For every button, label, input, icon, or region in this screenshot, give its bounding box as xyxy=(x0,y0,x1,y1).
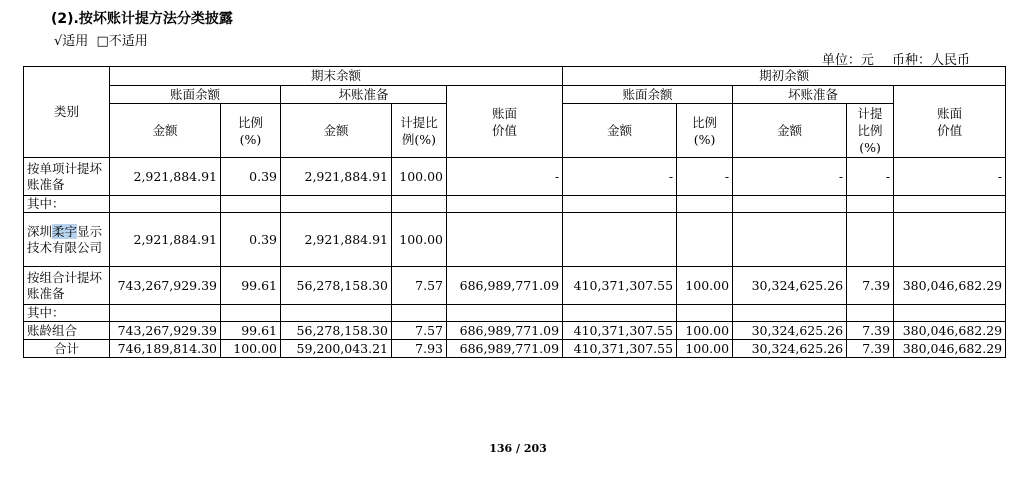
cell: 2,921,884.91 xyxy=(281,158,392,196)
cell xyxy=(447,213,563,267)
cell: 0.39 xyxy=(221,158,281,196)
cell: 743,267,929.39 xyxy=(110,267,221,305)
cell xyxy=(847,305,894,322)
cell xyxy=(221,196,281,213)
cell xyxy=(563,213,677,267)
table-row xyxy=(24,305,1006,322)
header-end-ratio: 比例(%) xyxy=(221,104,281,158)
cell xyxy=(221,305,281,322)
cell xyxy=(894,213,1006,267)
bad-debt-table xyxy=(23,66,1006,358)
header-begin-balance: 期初余额 xyxy=(563,67,1006,86)
header-end-provision-ratio: 计提比例(%) xyxy=(392,104,447,158)
row-label: 合计 xyxy=(24,340,110,358)
cell: 686,989,771.09 xyxy=(447,340,563,358)
header-begin-ratio: 比例(%) xyxy=(677,104,733,158)
table-row xyxy=(24,267,1006,305)
cell: 380,046,682.29 xyxy=(894,322,1006,340)
row-label-post: 显示技术有限公司 xyxy=(27,223,103,255)
cell xyxy=(894,196,1006,213)
cell: - xyxy=(733,158,847,196)
cell: 56,278,158.30 xyxy=(281,267,392,305)
cell: 100.00 xyxy=(677,322,733,340)
cell xyxy=(447,305,563,322)
row-label: 按组合计提坏账准备 xyxy=(24,267,110,305)
row-label: 其中： xyxy=(24,196,110,213)
cell: 100.00 xyxy=(392,213,447,267)
cell xyxy=(110,196,221,213)
header-end-balance: 期末余额 xyxy=(110,67,563,86)
applicable-option: √适用 xyxy=(54,34,89,49)
cell: 7.57 xyxy=(392,267,447,305)
cell xyxy=(847,196,894,213)
cell: 686,989,771.09 xyxy=(447,267,563,305)
cell: 30,324,625.26 xyxy=(733,267,847,305)
table-row xyxy=(24,322,1006,340)
cell: 380,046,682.29 xyxy=(894,340,1006,358)
cell: 7.39 xyxy=(847,340,894,358)
table-row xyxy=(24,158,1006,196)
header-end-book-value: 账面价值 xyxy=(447,86,563,158)
row-label-highlight: 柔宇 xyxy=(52,223,78,239)
cell xyxy=(894,305,1006,322)
table-row xyxy=(24,213,1006,267)
cell xyxy=(677,213,733,267)
cell: 410,371,307.55 xyxy=(563,340,677,358)
cell: 30,324,625.26 xyxy=(733,340,847,358)
cell: 56,278,158.30 xyxy=(281,322,392,340)
header-end-book-balance: 账面余额 xyxy=(110,86,281,104)
cell xyxy=(281,196,392,213)
cell: 100.00 xyxy=(677,340,733,358)
cell: 2,921,884.91 xyxy=(110,213,221,267)
cell: 99.61 xyxy=(221,322,281,340)
row-label-pre: 深圳 xyxy=(27,223,53,239)
header-begin-book-balance: 账面余额 xyxy=(563,86,733,104)
header-begin-bad-debt: 坏账准备 xyxy=(733,86,894,104)
cell: - xyxy=(847,158,894,196)
cell xyxy=(281,305,392,322)
header-end-bad-debt: 坏账准备 xyxy=(281,86,447,104)
page-number: 136 / 203 xyxy=(489,442,547,455)
cell xyxy=(733,305,847,322)
row-label: 其中： xyxy=(24,305,110,322)
header-category: 类别 xyxy=(24,67,110,158)
not-applicable-option: □不适用 xyxy=(96,34,148,49)
cell xyxy=(110,305,221,322)
cell: 410,371,307.55 xyxy=(563,322,677,340)
row-label xyxy=(24,213,110,267)
cell xyxy=(733,196,847,213)
cell: - xyxy=(894,158,1006,196)
row-label: 账龄组合 xyxy=(24,322,110,340)
cell: - xyxy=(447,158,563,196)
cell: 99.61 xyxy=(221,267,281,305)
cell: 30,324,625.26 xyxy=(733,322,847,340)
cell xyxy=(447,196,563,213)
cell: - xyxy=(563,158,677,196)
cell xyxy=(677,196,733,213)
section-heading: (2).按坏账计提方法分类披露 xyxy=(51,11,233,27)
currency-text: 币种：人民币 xyxy=(891,53,970,68)
cell: - xyxy=(677,158,733,196)
cell: 0.39 xyxy=(221,213,281,267)
table-row xyxy=(24,340,1006,358)
cell: 743,267,929.39 xyxy=(110,322,221,340)
cell: 100.00 xyxy=(677,267,733,305)
cell: 100.00 xyxy=(221,340,281,358)
header-end-bad-amount: 金额 xyxy=(281,104,392,158)
cell: 7.57 xyxy=(392,322,447,340)
cell: 7.39 xyxy=(847,267,894,305)
row-label: 按单项计提坏账准备 xyxy=(24,158,110,196)
cell xyxy=(392,305,447,322)
table-row xyxy=(24,196,1006,213)
header-begin-bad-amount: 金额 xyxy=(733,104,847,158)
header-end-amount: 金额 xyxy=(110,104,221,158)
cell: 100.00 xyxy=(392,158,447,196)
cell xyxy=(677,305,733,322)
applicability-options xyxy=(54,30,152,49)
header-begin-amount: 金额 xyxy=(563,104,677,158)
cell: 686,989,771.09 xyxy=(447,322,563,340)
unit-text: 单位：元 xyxy=(821,53,874,68)
cell xyxy=(733,213,847,267)
cell: 380,046,682.29 xyxy=(894,267,1006,305)
cell: 410,371,307.55 xyxy=(563,267,677,305)
header-begin-provision-ratio: 计提比例(%) xyxy=(847,104,894,158)
cell: 7.93 xyxy=(392,340,447,358)
cell xyxy=(392,196,447,213)
header-begin-book-value: 账面价值 xyxy=(894,86,1006,158)
cell xyxy=(563,196,677,213)
cell: 2,921,884.91 xyxy=(110,158,221,196)
cell: 59,200,043.21 xyxy=(281,340,392,358)
cell xyxy=(563,305,677,322)
cell: 2,921,884.91 xyxy=(281,213,392,267)
cell: 746,189,814.30 xyxy=(110,340,221,358)
cell: 7.39 xyxy=(847,322,894,340)
cell xyxy=(847,213,894,267)
